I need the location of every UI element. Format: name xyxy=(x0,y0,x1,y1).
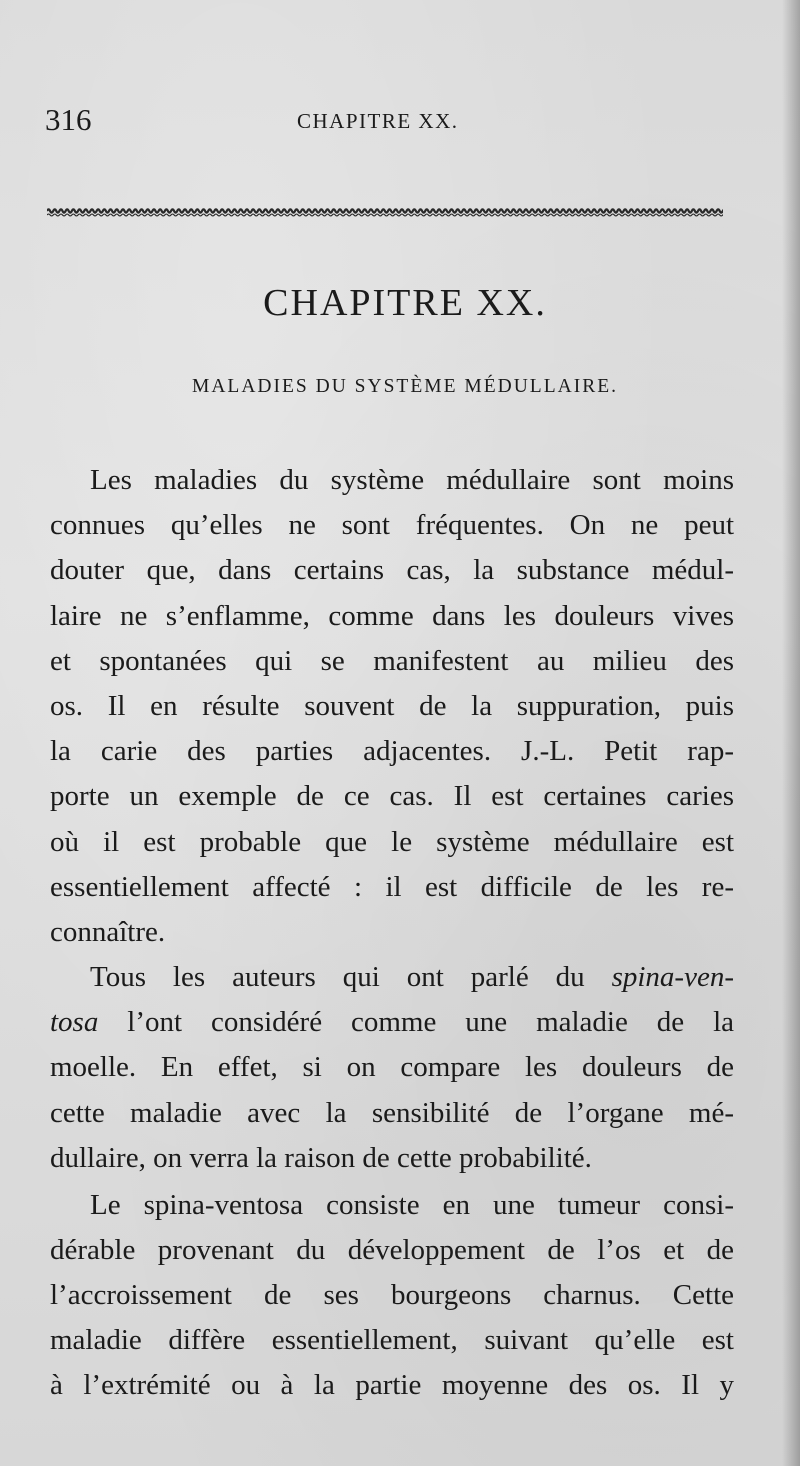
paragraph-1 xyxy=(50,458,734,955)
text-line: Le spina-ventosa consiste en une tumeur consi- xyxy=(90,1188,734,1221)
text-line: porte un exemple de ce cas. Il est certaines caries xyxy=(50,780,734,813)
text-line: essentiellement affecté : il est difficile de les re- xyxy=(50,870,734,903)
text-run: Tous les auteurs qui ont parlé du xyxy=(90,961,612,994)
text-line: moelle. En effet, si on compare les douleurs de xyxy=(50,1051,734,1084)
text-line: Les maladies du système médullaire sont moins xyxy=(90,464,734,496)
text-line xyxy=(50,955,734,1000)
text-line: os. Il en résulte souvent de la suppuration, puis xyxy=(50,689,734,722)
text-line: dérable provenant du développement de l’os et de xyxy=(50,1233,734,1266)
text-line: et spontanées qui se manifestent au milieu des xyxy=(50,644,734,677)
running-header xyxy=(45,100,730,140)
text-line: connaître. xyxy=(50,915,166,948)
italic-term: tosa xyxy=(50,1006,99,1039)
running-title: CHAPITRE XX. xyxy=(297,109,459,133)
text-line: douter que, dans certains cas, la substance médul- xyxy=(50,554,734,587)
page-number: 316 xyxy=(45,102,92,137)
body-text xyxy=(50,458,734,1408)
decorative-wavy-rule xyxy=(47,200,723,222)
text-line xyxy=(50,1000,734,1045)
chapter-subtitle: MALADIES DU SYSTÈME MÉDULLAIRE. xyxy=(192,376,618,397)
text-line: connues qu’elles ne sont fréquentes. On ne peut xyxy=(50,509,734,542)
chapter-title: CHAPITRE XX. xyxy=(263,282,547,324)
paragraph-2 xyxy=(50,955,734,1181)
italic-term: spina-ven- xyxy=(611,961,734,994)
text-line: dullaire, on verra la raison de cette probabilité. xyxy=(50,1141,592,1174)
text-line: la carie des parties adjacentes. J.-L. Petit rap- xyxy=(50,735,734,768)
text-line: cette maladie avec la sensibilité de l’organe mé- xyxy=(50,1096,734,1129)
paragraph-3 xyxy=(50,1183,734,1409)
text-line: l’accroissement de ses bourgeons charnus. Cette xyxy=(50,1278,734,1311)
text-line: laire ne s’enflamme, comme dans les douleurs vives xyxy=(50,599,734,632)
text-run: l’ont considéré comme une maladie de la xyxy=(98,1006,734,1039)
text-line: à l’extrémité ou à la partie moyenne des os. Il y xyxy=(50,1369,734,1402)
text-line: maladie diffère essentiellement, suivant qu’elle est xyxy=(50,1324,734,1357)
text-line: où il est probable que le système médullaire est xyxy=(50,825,734,858)
